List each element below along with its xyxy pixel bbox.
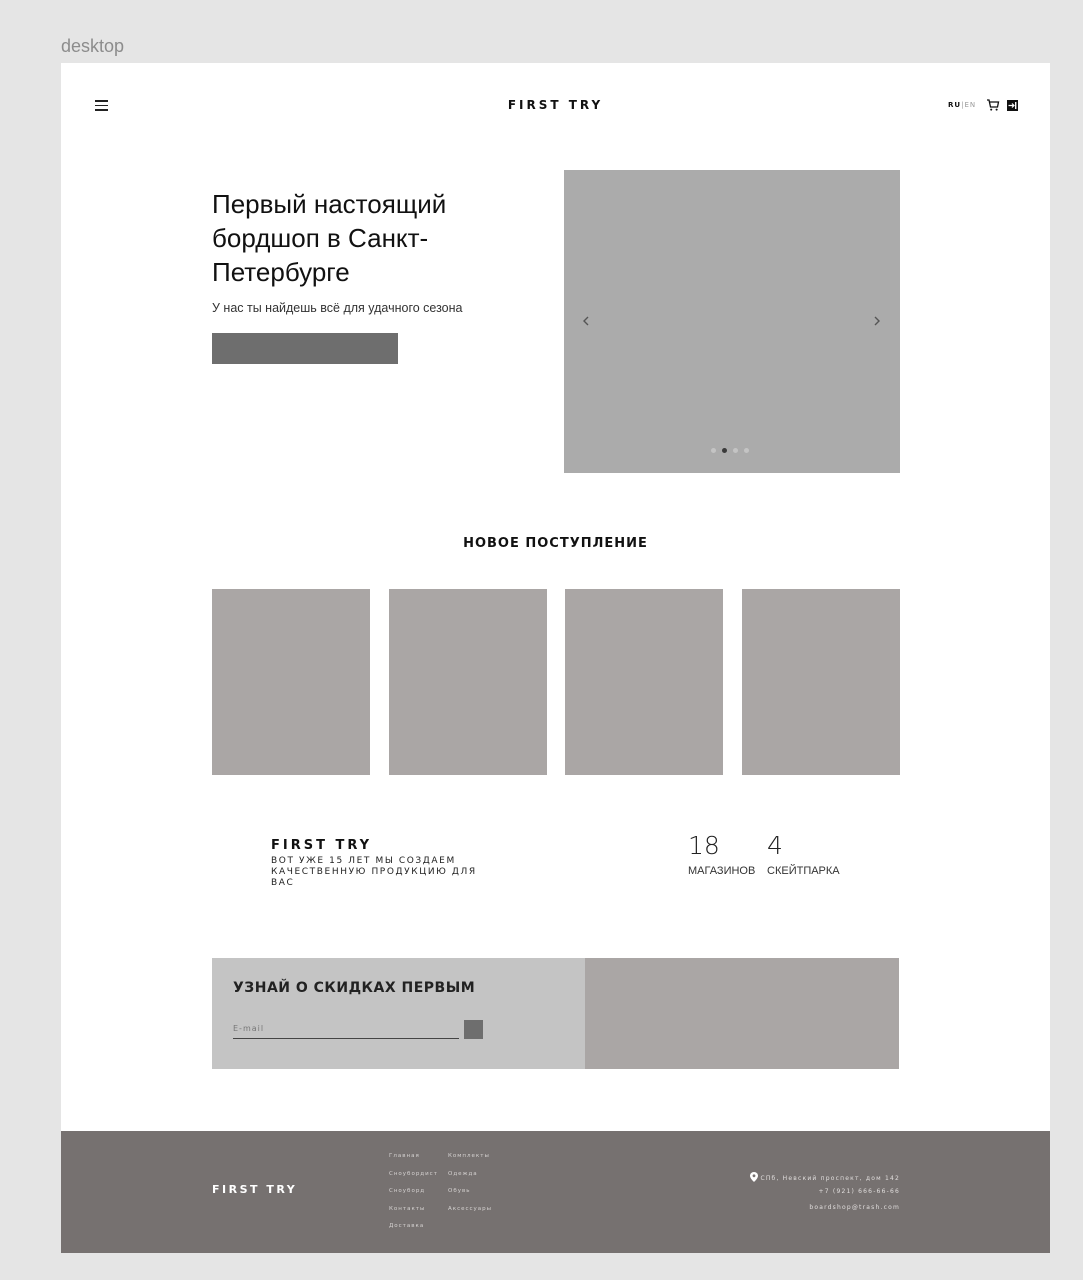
- frame-label: desktop: [61, 36, 125, 56]
- new-arrivals-title: НОВОЕ ПОСТУПЛЕНИЕ: [463, 536, 648, 551]
- hero-subtitle: У нас ты найдешь всё для удачного сезона: [212, 301, 463, 315]
- chevron-right-icon[interactable]: [871, 311, 883, 331]
- subscribe-image: [585, 958, 899, 1069]
- login-icon[interactable]: [1007, 100, 1018, 111]
- chevron-left-icon[interactable]: [580, 311, 592, 331]
- hero-slider: [564, 170, 900, 473]
- footer-phone[interactable]: +7 (921) 666-66-66: [818, 1188, 900, 1195]
- footer-link-accessories[interactable]: Аксессуары: [448, 1205, 492, 1212]
- product-card-4[interactable]: [742, 589, 900, 775]
- about-text: ВОТ УЖЕ 15 ЛЕТ МЫ СОЗДАЕМ КАЧЕСТВЕННУЮ ПРОДУКЦИЮ ДЛЯ ВАС: [271, 856, 477, 888]
- footer-contacts: [750, 1172, 900, 1220]
- footer-brand: FIRST TRY: [212, 1183, 298, 1196]
- product-card-3[interactable]: [565, 589, 723, 775]
- product-card-2[interactable]: [389, 589, 547, 775]
- footer-nav-col-1: [389, 1153, 438, 1241]
- stat-stores-value: 18: [688, 831, 720, 860]
- slider-dot-1[interactable]: [711, 448, 716, 453]
- slider-dot-2[interactable]: [722, 448, 727, 453]
- footer-address-row: [750, 1172, 900, 1188]
- footer-address: СПб, Невский проспект, дом 142: [760, 1175, 900, 1182]
- hero-title: Первый настоящий бордшоп в Санкт-Петербурге: [212, 189, 447, 287]
- email-input[interactable]: [233, 1019, 459, 1039]
- footer-link-clothing[interactable]: Одежда: [448, 1170, 478, 1177]
- footer-link-contacts[interactable]: Контакты: [389, 1205, 426, 1212]
- product-card-1[interactable]: [212, 589, 370, 775]
- desktop-frame: [61, 63, 1050, 1253]
- lang-ru[interactable]: RU: [948, 101, 962, 109]
- subscribe-block: [212, 958, 899, 1069]
- footer-link-shoes[interactable]: Обувь: [448, 1188, 471, 1194]
- slider-dot-3[interactable]: [733, 448, 738, 453]
- site-logo[interactable]: FIRST TRY: [507, 98, 604, 112]
- slider-dots: [711, 448, 749, 454]
- location-pin-icon: [750, 1172, 758, 1182]
- footer-link-snowboarder[interactable]: Сноубордист: [389, 1170, 438, 1177]
- stat-skateparks-value: 4: [767, 831, 783, 860]
- subscribe-title: УЗНАЙ О СКИДКАХ ПЕРВЫМ: [233, 980, 476, 996]
- footer-email[interactable]: boardshop@trash.com: [809, 1204, 900, 1211]
- subscribe-form-panel: [212, 958, 585, 1069]
- footer-link-sets[interactable]: Комплекты: [448, 1153, 490, 1159]
- footer-link-home[interactable]: Главная: [389, 1153, 420, 1159]
- lang-separator: |: [961, 101, 965, 109]
- cart-icon[interactable]: [986, 98, 1000, 112]
- about-brand: FIRST TRY: [271, 838, 373, 853]
- stat-stores-label: МАГАЗИНОВ: [688, 865, 756, 877]
- stat-skateparks-label: СКЕЙТПАРКА: [767, 865, 840, 877]
- footer-link-delivery[interactable]: Доставка: [389, 1223, 425, 1229]
- footer: [61, 1131, 1050, 1253]
- footer-nav-col-2: [448, 1153, 492, 1223]
- slider-dot-4[interactable]: [744, 448, 749, 453]
- hero-cta-button[interactable]: [212, 333, 398, 364]
- lang-en[interactable]: EN: [964, 101, 977, 109]
- language-switcher: [948, 101, 976, 109]
- footer-link-snowboard[interactable]: Сноуборд: [389, 1188, 426, 1194]
- product-grid: [212, 589, 900, 775]
- subscribe-submit-button[interactable]: [464, 1020, 483, 1039]
